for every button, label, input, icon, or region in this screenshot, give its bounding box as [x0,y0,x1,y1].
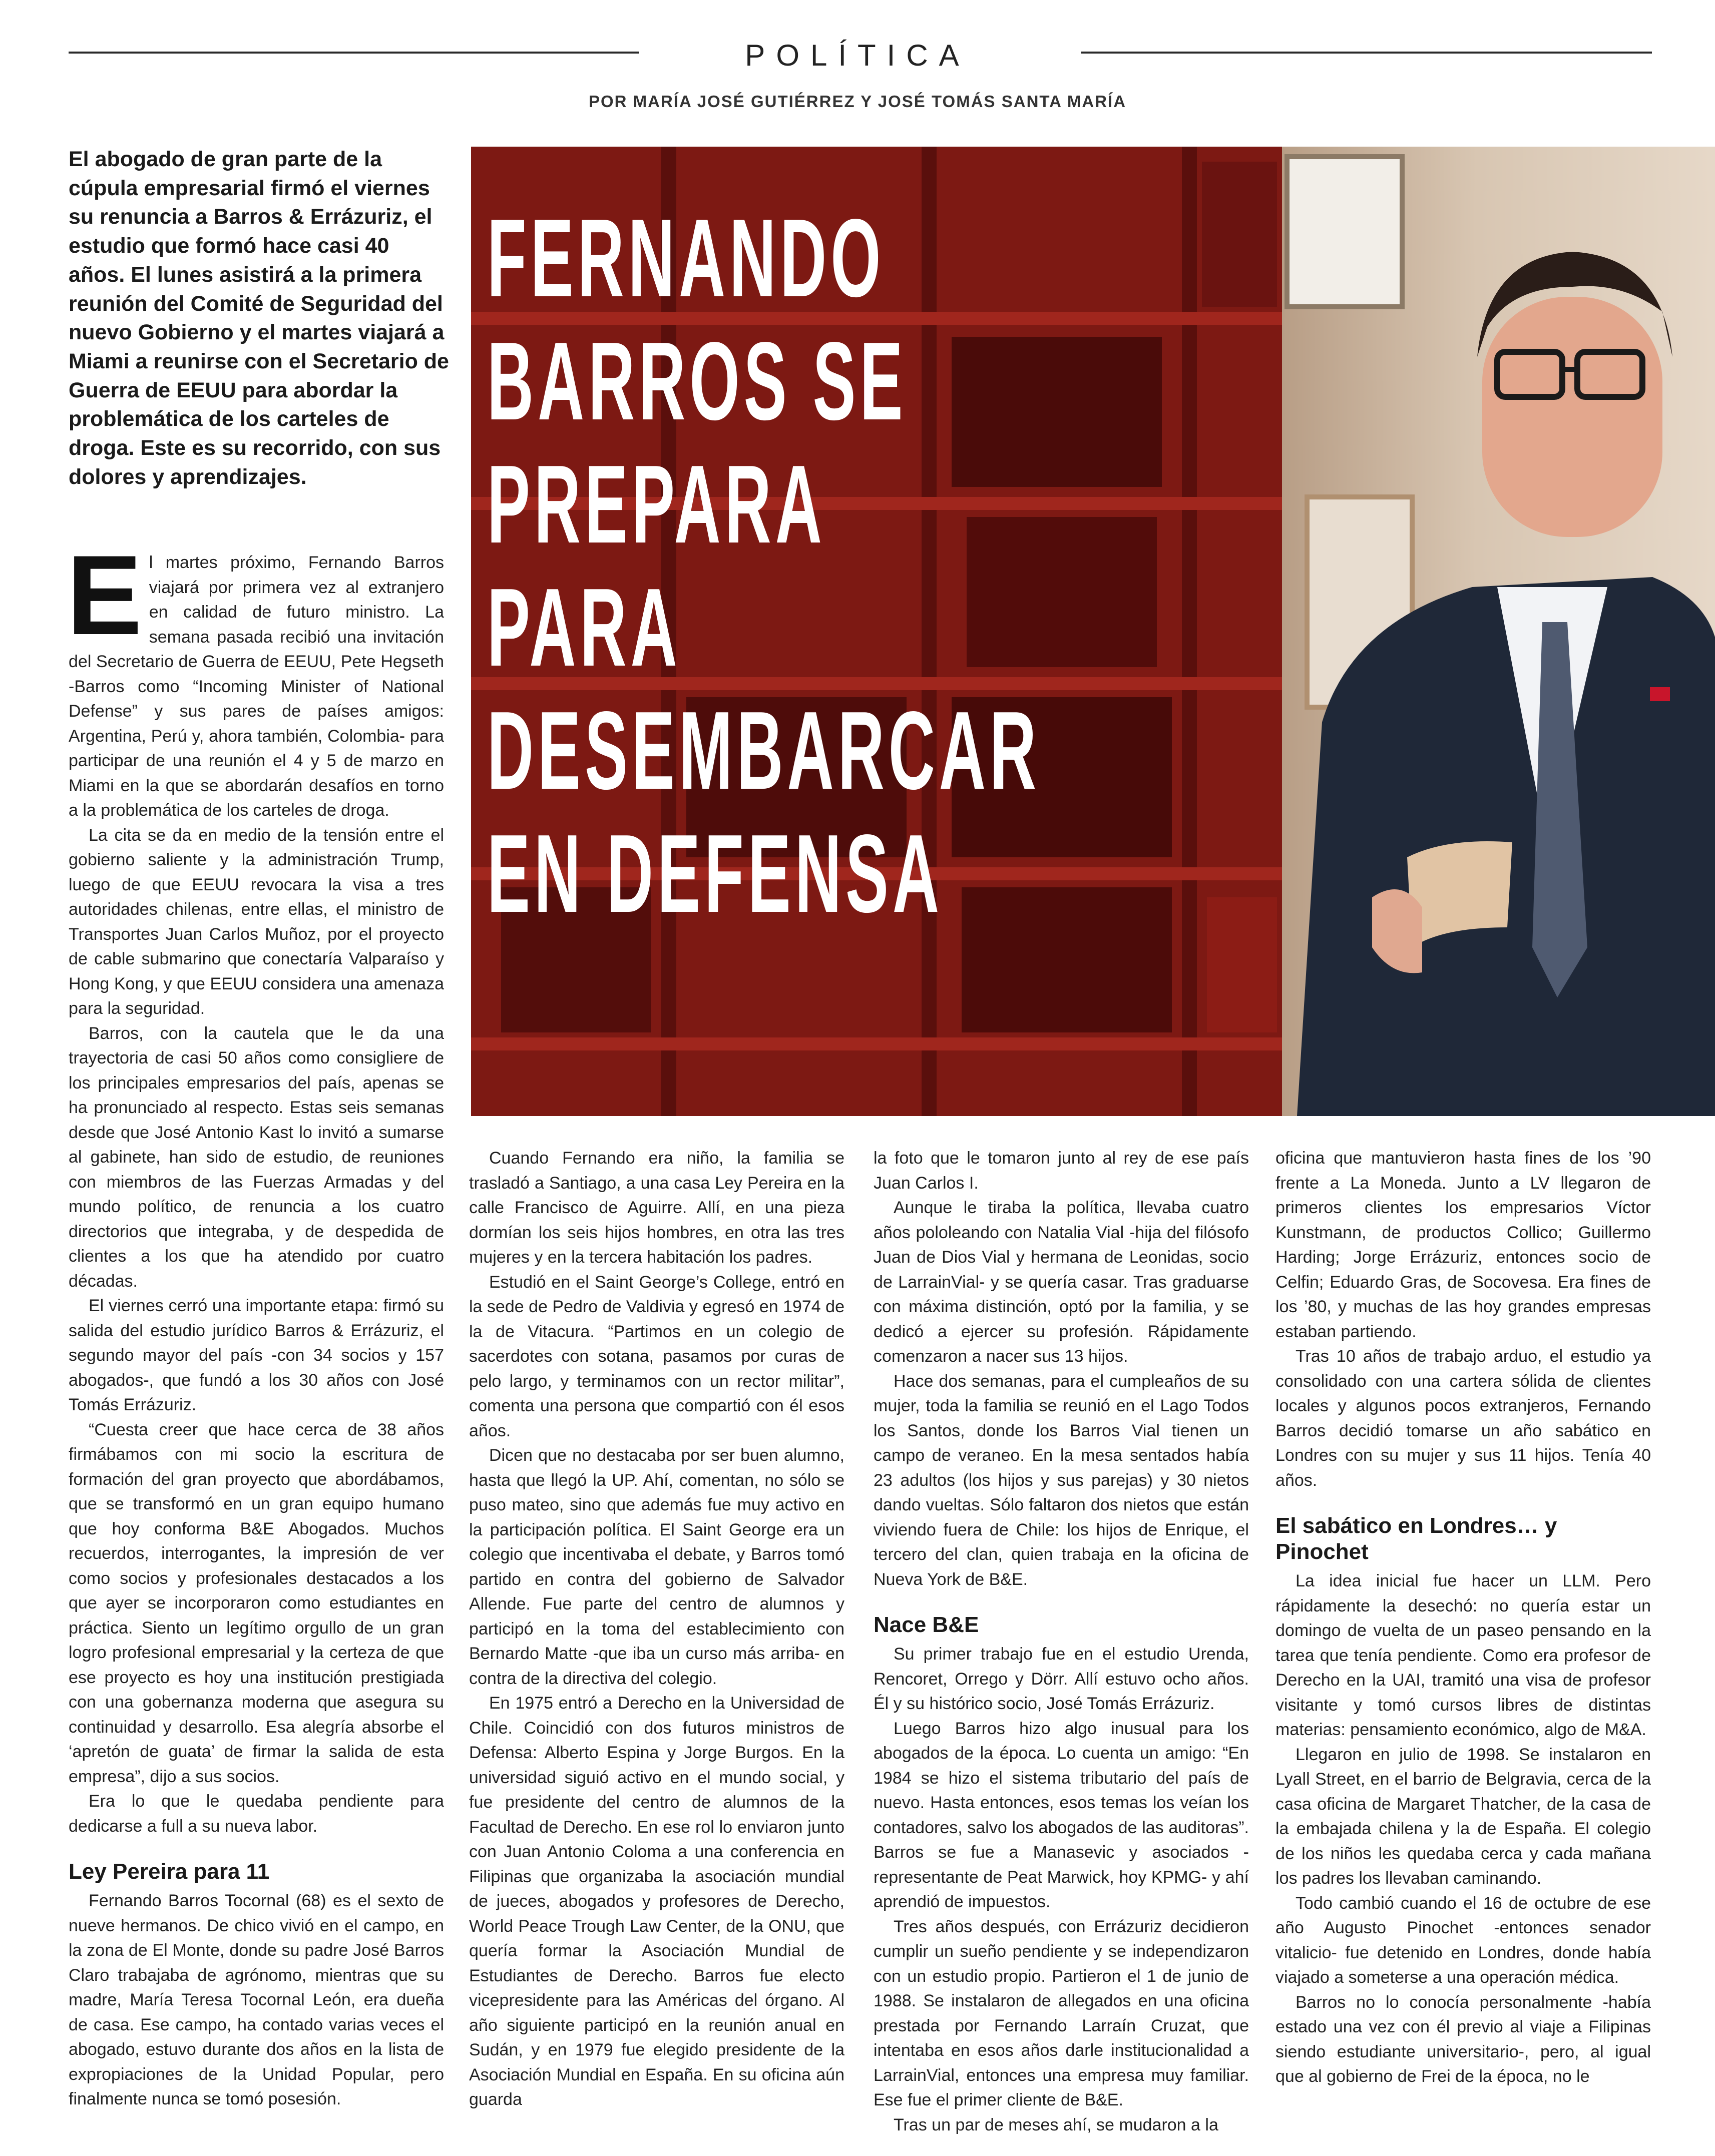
paragraph: la foto que le tomaron junto al rey de ese país Juan Carlos I. [874,1149,1249,1193]
lead-text: El abogado de gran parte de la cúpula empresarial firmó el viernes su renuncia a Barros & Errázuriz, el estudio que formó hace casi 40 años. El lunes asistirá a la primera reunión del Comité de Seguridad del nuevo Gobierno y el martes viajará a Miami a reunirse con el Secretario de Guerra de EEUU para abordar la problemática de los carteles de droga. Este es su recorrido, con sus dolores y aprendizajes. [69,147,449,489]
header-rule-right [1081,52,1652,54]
headline-line: BARROS SE [487,319,907,443]
article-column-1 [67,531,444,2112]
article-column-3 [874,1146,1249,2137]
subheading: Ley Pereira para 11 [69,1859,270,1884]
section-label: POLÍTICA [745,39,970,72]
headline-line: EN DEFENSA [487,812,944,936]
paragraph: Aunque le tiraba la política, llevaba cuatro años pololeando con Natalia Vial -hija del filósofo Juan de Dios Vial y hermana de Leonidas, socio de LarrainVial- y se quería casar. Tras graduarse con máxima distinción, optó por la familia, y se dedicó a ejercer su profesión. Rápidamente comenzaron a nacer sus 13 hijos. [874,1198,1249,1366]
article-column-4 [1275,1146,1651,2089]
paragraph: Hace dos semanas, para el cumpleaños de su mujer, toda la familia se reunió en el Lago Todos los Santos, donde los Barros Vial tienen un campo de veraneo. En la mesa sentados había 23 adultos (los hijos y sus parejas) y 30 nietos dando vueltas. Sólo faltaron dos nietos que están viviendo fuera de Chile: los hijos de Enrique, el tercero del clan, quien trabaja en la oficina de Nueva York de B&E. [874,1371,1249,1589]
paragraph: Barros, con la cautela que le da una trayectoria de casi 50 años como consigliere de los principales empresarios del país, apenas se ha pronunciado al respecto. Estas seis semanas desde que José Antonio Kast lo invitó a sumarse al gabinete, han sido de estudio, de reuniones con miembros de las Fuerzas Armadas y del mundo político, de renuncia a los cuatro directorios que integraba, y de despedida de clientes a los que ha atendido por cuatro décadas. [69,1023,444,1291]
paragraph: Tras un par de meses ahí, se mudaron a la [894,2115,1218,2134]
paragraph: En 1975 entró a Derecho en la Universidad de Chile. Coincidió con dos futuros ministros de Defensa: Alberto Espina y Jorge Burgos. En la universidad siguió activo en el mundo social, y fue presidente del centro de alumnos de la Facultad de Derecho. En ese rol lo enviaron junto con Juan Antonio Coloma a una conferencia en Filipinas que organizaba la asociación mundial de jueces, abogados y profesores de Derecho, World Peace Trough Law Center, de la ONU, que quería formar la Asociación Mundial de Estudiantes de Derecho. Barros fue electo vicepresidente para las Américas del órgano. Al año siguiente participó en la reunión anual en Sudán, y en 1979 fue elegido presidente de la Asociación Mundial en España. En su oficina aún guarda [469,1694,844,2109]
hero-photo [471,147,1715,1116]
lead-paragraph [69,145,449,491]
wall-frame [1287,157,1402,307]
paragraph: Cuando Fernando era niño, la familia se trasladó a Santiago, a una casa Ley Pereira en la calle Francisco de Aguirre. Allí, en una pieza dormían los seis hijos hombres, en otra las tres mujeres y en la tercera habitación los padres. [469,1149,844,1267]
paragraph: Tres años después, con Errázuriz decidieron cumplir un sueño pendiente y se independizaron con un estudio propio. Partieron el 1 de junio de 1988. Se instalaron de allegados en una oficina prestada por Fernando Larraín Cruzat, que intentaba en esos años darle institucionalidad a LarrainVial, entonces una empresa muy familiar. Ese fue el primer cliente de B&E. [874,1917,1249,2109]
headline-line: FERNANDO [487,196,885,320]
article-column-2 [469,1146,844,2112]
paragraph: El viernes cerró una importante etapa: firmó su salida del estudio jurídico Barros & Errázuriz, el segundo mayor del país -con 34 socios y 157 abogados-, que fundó a los 30 años con José Tomás Errázuriz. [69,1296,444,1414]
paragraph: Barros no lo conocía personalmente -había estado una vez con él previo al viaje a Filipinas siendo estudiante universitario-, pero, al igual que al gobierno de Frei de la época, no le [1275,1992,1651,2086]
paragraph: La cita se da en medio de la tensión entre el gobierno saliente y la administración Trump, luego de que EEUU revocara la visa a tres autoridades chilenas, entre ellas, el ministro de Transportes Juan Carlos Muñoz, por el proyecto de cable submarino que conectaría Valparaíso y Hong Kong, y que EEUU considera una amenaza para la seguridad. [69,825,444,1018]
paragraph: Estudió en el Saint George’s College, entró en la sede de Pedro de Valdivia y egresó en 1974 de la de Vitacura. “Partimos en un colegio de sacerdotes con sotana, pasamos por curas de pelo largo, y terminamos con un rector militar”, comenta una persona que compartió con él esos años. [469,1272,844,1440]
subheading: Nace B&E [874,1612,979,1637]
headline-line: PREPARA [487,442,826,567]
paragraph: Dicen que no destacaba por ser buen alumno, hasta que llegó la UP. Ahí, comentan, no sólo se puso mateo, sino que además fue muy activo en la participación política. El Saint George era un colegio que incentivaba el debate, y Barros tomó partido en contra del gobierno de Salvador Allende. Fue parte del centro de alumnos y participó en la toma del establecimiento con Bernardo Matte -que iba un curso más arriba- en contra de la directiva del colegio. [469,1446,844,1688]
paragraph: Su primer trabajo fue en el estudio Urenda, Rencoret, Orrego y Dörr. Allí estuvo ocho años. Él y su histórico socio, José Tomás Errázuriz. [874,1645,1249,1713]
paragraph: Tras 10 años de trabajo arduo, el estudio ya consolidado con una cartera sólida de clientes locales y algunos pocos extranjeros, Fernando Barros decidió tomarse un año sabático en Londres con su mujer y sus 11 hijos. Tenía 40 años. [1275,1347,1651,1490]
paragraph: oficina que mantuvieron hasta fines de los ’90 frente a La Moneda. Junto a LV llegaron de primeros clientes los empresarios Víctor Kunstmann, de productos Collico; Guillermo Harding; Jorge Errázuriz, entonces socio de Celfin; Eduardo Gras, de Socovesa. Era fines de los ’80, y muchas de las hoy grandes empresas estaban partiendo. [1275,1149,1651,1341]
paragraph: La idea inicial fue hacer un LLM. Pero rápidamente la desechó: no quería estar un domingo de vuelta de un paseo pensando en la tarea que tenía pendiente. Como era profesor de Derecho en la UAI, tramitó una visa de profesor visitante y tomó cursos libres de distintas materias: pensamiento económico, algo de M&A. [1275,1571,1651,1739]
paragraph: Era lo que le quedaba pendiente para dedicarse a full a su nueva labor. [69,1792,444,1836]
headline [487,197,1040,935]
paragraph [67,531,444,823]
subheading: El sabático en Londres… y Pinochet [1275,1513,1557,1564]
paragraph: Fernando Barros Tocornal (68) es el sexto de nueve hermanos. De chico vivió en el campo, en la zona de El Monte, donde su padre José Barros Claro trabajaba de agrónomo, mientras que su madre, María Teresa Tocornal León, era dueña de casa. Ese campo, ha contado varias veces el abogado, estuvo durante dos años en la lista de expropiaciones de la Unidad Popular, pero finalmente nunca se tomó posesión. [69,1891,444,2108]
headline-line: DESEMBARCAR [487,689,1041,813]
header-rule-left [69,52,639,54]
paragraph: Luego Barros hizo algo inusual para los abogados de la época. Lo cuenta un amigo: “En 1984 se hizo el sistema tributario del país de nuevo. Hasta entonces, esos temas los veían los contadores, salvo los abogados de las auditoras”. Barros se fue a Manasevic y asociados -representante de Peat Marwick, hoy KPMG- y ahí aprendió de impuestos. [874,1719,1249,1911]
paragraph: Llegaron en julio de 1998. Se instalaron en Lyall Street, en el barrio de Belgravia, cerca de la casa oficina de Margaret Thatcher, de la casa de la embajada chilena y la de España. El colegio de los niños les quedaba cerca y cada mañana los padres los llevaban caminando. [1275,1745,1651,1888]
headline-line: PARA [487,566,681,690]
drop-cap: E [67,531,142,658]
paragraph-text: l martes próximo, Fernando Barros viajará por primera vez al extranjero en calidad de futuro ministro. La semana pasada recibió una invitación del Secretario de Guerra de EEUU, Pete Hegseth -Barros como “Incoming Minister of National Defense” y sus pares de países amigos: Argentina, Perú y, ahora también, Colombia- para participar de una reunión el 4 y 5 de marzo en Miami en la que se abordarán desafíos en torno a la problemática de los carteles de droga. [69,553,444,820]
paragraph: “Cuesta creer que hace cerca de 38 años firmábamos con mi socio la escritura de formación del gran proyecto que abordábamos, que se transformó en un gran equipo humano que hoy conforma B&E Abogados. Muchos recuerdos, interrogantes, la impresión de ver como socios y profesionales destacados a los que ayer se incorporaron como estudiantes en práctica. Siento un legítimo orgullo de un gran logro profesional empresarial y la certeza de que ese proyecto es hoy una institución prestigiada con una gobernanza moderna que asegura su continuidad y desarrollo. Esa alegría absorbe el ‘apretón de guata’ de firmar la salida de esta empresa”, dijo a sus socios. [69,1420,444,1786]
byline: POR MARÍA JOSÉ GUTIÉRREZ Y JOSÉ TOMÁS SANTA MARÍA [588,92,1127,111]
man-portrait [1297,252,1715,1116]
paragraph: Todo cambió cuando el 16 de octubre de ese año Augusto Pinochet -entonces senador vitalicio- fue detenido en Londres, donde había viajado a someterse a una operación médica. [1275,1893,1651,1987]
